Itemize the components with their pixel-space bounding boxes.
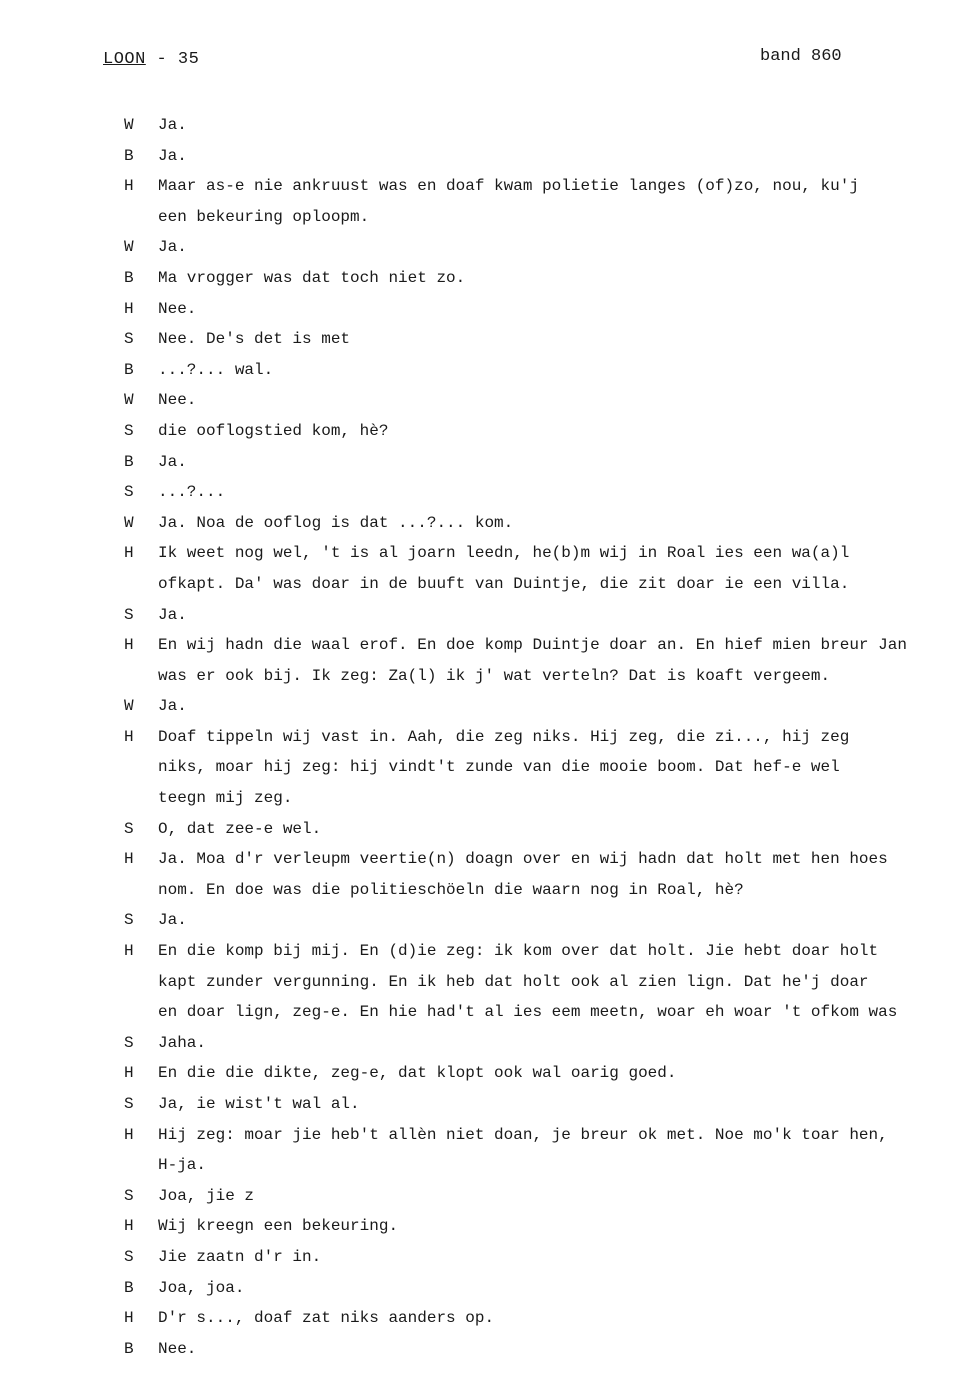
utterance-line: Ja. Noa de ooflog is dat ...?... kom. bbox=[158, 513, 514, 532]
transcript-turn bbox=[124, 814, 979, 845]
speaker-label: S bbox=[124, 1095, 134, 1113]
transcript-turn bbox=[124, 1303, 979, 1334]
speaker-label: W bbox=[124, 238, 134, 257]
transcript-turn bbox=[124, 477, 979, 508]
utterance bbox=[158, 600, 979, 631]
speaker-label: H bbox=[124, 1309, 134, 1328]
transcript-turn bbox=[124, 324, 979, 355]
transcript-turn bbox=[124, 263, 979, 294]
speaker-label: H bbox=[124, 942, 134, 961]
transcript-turn bbox=[124, 447, 979, 478]
utterance-line: Ja. bbox=[158, 697, 187, 716]
transcript-turn bbox=[124, 1028, 979, 1059]
utterance-line: Ja, ie wist't wal al. bbox=[158, 1095, 360, 1113]
page-number: - 35 bbox=[145, 50, 200, 69]
transcript-turn bbox=[124, 355, 979, 386]
utterance-line: Jaha. bbox=[158, 1033, 207, 1052]
utterance-line: Ja. bbox=[158, 116, 187, 134]
utterance bbox=[158, 814, 979, 845]
utterance-line: Nee. bbox=[158, 391, 197, 410]
utterance bbox=[158, 538, 979, 599]
utterance bbox=[158, 1334, 979, 1365]
utterance bbox=[158, 1181, 979, 1212]
utterance bbox=[158, 1211, 979, 1242]
transcript-turn bbox=[124, 1120, 979, 1181]
speaker-label: S bbox=[124, 1186, 134, 1205]
utterance-line: ofkapt. Da' was doar in de buuft van Duintje, die zit doar ie een villa. bbox=[158, 574, 850, 593]
utterance bbox=[158, 1058, 979, 1089]
utterance-line: Hij zeg: moar jie heb't allèn niet doan, je breur ok met. Noe mo'k toar hen, bbox=[158, 1125, 888, 1144]
transcript bbox=[124, 110, 979, 1364]
utterance-line: Nee. De's det is met bbox=[158, 330, 351, 349]
speaker-label: H bbox=[124, 1217, 134, 1236]
utterance-line: Nee. bbox=[158, 1339, 197, 1358]
transcript-turn bbox=[124, 600, 979, 631]
transcript-turn bbox=[124, 1334, 979, 1365]
speaker-label: S bbox=[124, 330, 134, 349]
speaker-label: S bbox=[124, 819, 134, 838]
utterance bbox=[158, 844, 979, 905]
utterance-line: Wij kreegn een bekeuring. bbox=[158, 1217, 399, 1236]
transcript-turn bbox=[124, 691, 979, 722]
utterance bbox=[158, 722, 979, 814]
utterance-line: Ja. bbox=[158, 452, 187, 471]
speaker-label: H bbox=[124, 1125, 134, 1144]
speaker-label: B bbox=[124, 268, 134, 287]
utterance bbox=[158, 1089, 979, 1120]
utterance bbox=[158, 263, 979, 294]
utterance-line: nom. En doe was die politieschöeln die waarn nog in Roal, hè? bbox=[158, 880, 744, 899]
speaker-label: S bbox=[124, 605, 134, 624]
utterance-line: O, dat zee-e wel. bbox=[158, 819, 322, 838]
speaker-label: H bbox=[124, 727, 134, 746]
utterance bbox=[158, 508, 979, 539]
speaker-label: W bbox=[124, 697, 134, 716]
utterance-line: En die die dikte, zeg-e, dat klopt ook wal oarig goed. bbox=[158, 1064, 677, 1083]
speaker-label: B bbox=[124, 360, 134, 379]
speaker-label: S bbox=[124, 483, 134, 502]
speaker-label: H bbox=[124, 1064, 134, 1083]
speaker-label: H bbox=[124, 636, 134, 655]
utterance-line: Ja. Moa d'r verleupm veertie(n) doagn over en wij hadn dat holt met hen hoes bbox=[158, 850, 888, 869]
transcript-turn bbox=[124, 1273, 979, 1304]
utterance-line: Doaf tippeln wij vast in. Aah, die zeg niks. Hij zeg, die zi..., hij zeg bbox=[158, 727, 850, 746]
utterance bbox=[158, 110, 979, 141]
speaker-label: B bbox=[124, 1339, 134, 1358]
utterance bbox=[158, 171, 979, 232]
speaker-label: S bbox=[124, 1247, 134, 1266]
transcript-turn bbox=[124, 538, 979, 599]
transcript-turn bbox=[124, 1058, 979, 1089]
utterance-line: Jie zaatn d'r in. bbox=[158, 1247, 322, 1266]
speaker-label: H bbox=[124, 177, 134, 196]
utterance bbox=[158, 141, 979, 172]
utterance-line: een bekeuring oploopm. bbox=[158, 207, 370, 226]
utterance-line: Ik weet nog wel, 't is al joarn leedn, he(b)m wij in Roal ies een wa(a)l bbox=[158, 544, 850, 563]
utterance-line: ...?... wal. bbox=[158, 360, 274, 379]
utterance bbox=[158, 936, 979, 1028]
utterance-line: Joa, jie z bbox=[158, 1186, 255, 1205]
utterance-line: Ja. bbox=[158, 146, 187, 165]
utterance bbox=[158, 232, 979, 263]
transcript-turn bbox=[124, 232, 979, 263]
utterance-line: En wij hadn die waal erof. En doe komp Duintje doar an. En hief mien breur Jan bbox=[158, 636, 907, 655]
speaker-label: B bbox=[124, 146, 134, 165]
transcript-turn bbox=[124, 844, 979, 905]
utterance bbox=[158, 630, 979, 691]
utterance-line: die ooflogstied kom, hè? bbox=[158, 421, 389, 440]
transcript-turn bbox=[124, 1181, 979, 1212]
utterance-line: Maar as-e nie ankruust was en doaf kwam polietie langes (of)zo, nou, ku'j bbox=[158, 177, 859, 196]
utterance bbox=[158, 1273, 979, 1304]
speaker-label: W bbox=[124, 391, 134, 410]
speaker-label: W bbox=[124, 513, 134, 532]
speaker-label: S bbox=[124, 911, 134, 930]
transcript-turn bbox=[124, 936, 979, 1028]
transcript-turn bbox=[124, 1211, 979, 1242]
utterance-line: was er ook bij. Ik zeg: Za(l) ik j' wat verteln? Dat is koaft vergeem. bbox=[158, 666, 831, 685]
utterance-line: Ma vrogger was dat toch niet zo. bbox=[158, 268, 466, 287]
utterance bbox=[158, 691, 979, 722]
utterance-line: Ja. bbox=[158, 911, 187, 930]
tape-number: band 860 bbox=[760, 47, 842, 66]
utterance bbox=[158, 447, 979, 478]
utterance-line: Ja. bbox=[158, 605, 187, 624]
utterance-line: en doar lign, zeg-e. En hie had't al ies eem meetn, woar eh woar 't ofkom was bbox=[158, 1003, 898, 1022]
transcript-turn bbox=[124, 1242, 979, 1273]
utterance bbox=[158, 324, 979, 355]
utterance bbox=[158, 1242, 979, 1273]
transcript-turn bbox=[124, 1089, 979, 1120]
utterance-line: niks, moar hij zeg: hij vindt't zunde van die mooie boom. Dat hef-e wel bbox=[158, 758, 840, 777]
speaker-label: B bbox=[124, 452, 134, 471]
transcript-turn bbox=[124, 630, 979, 691]
transcript-turn bbox=[124, 141, 979, 172]
speaker-label: W bbox=[124, 116, 134, 134]
transcript-turn bbox=[124, 722, 979, 814]
transcript-turn bbox=[124, 171, 979, 232]
utterance-line: Nee. bbox=[158, 299, 197, 318]
speaker-label: S bbox=[124, 1033, 134, 1052]
speaker-label: B bbox=[124, 1278, 134, 1297]
utterance bbox=[158, 905, 979, 936]
utterance bbox=[158, 294, 979, 325]
utterance-line: teegn mij zeg. bbox=[158, 789, 293, 808]
utterance-line: En die komp bij mij. En (d)ie zeg: ik kom over dat holt. Jie hebt doar holt bbox=[158, 942, 879, 961]
speaker-label: H bbox=[124, 299, 134, 318]
transcript-turn bbox=[124, 294, 979, 325]
utterance-line: ...?... bbox=[158, 483, 226, 502]
utterance-line: kapt zunder vergunning. En ik heb dat holt ook al zien lign. Dat he'j doar bbox=[158, 972, 869, 991]
utterance bbox=[158, 1028, 979, 1059]
transcript-turn bbox=[124, 110, 979, 141]
transcript-turn bbox=[124, 508, 979, 539]
utterance-line: Joa, joa. bbox=[158, 1278, 245, 1297]
utterance-line: Ja. bbox=[158, 238, 187, 257]
utterance-line: H-ja. bbox=[158, 1156, 207, 1175]
utterance-line: D'r s..., doaf zat niks aanders op. bbox=[158, 1309, 495, 1328]
transcript-turn bbox=[124, 385, 979, 416]
utterance bbox=[158, 416, 979, 447]
speaker-label: S bbox=[124, 421, 134, 440]
utterance bbox=[158, 355, 979, 386]
transcript-turn bbox=[124, 416, 979, 447]
transcript-turn bbox=[124, 905, 979, 936]
speaker-label: H bbox=[124, 850, 134, 869]
utterance bbox=[158, 1120, 979, 1181]
series-code: LOON bbox=[103, 50, 146, 69]
page-header-left bbox=[103, 50, 199, 69]
utterance bbox=[158, 477, 979, 508]
utterance bbox=[158, 1303, 979, 1334]
utterance bbox=[158, 385, 979, 416]
speaker-label: H bbox=[124, 544, 134, 563]
